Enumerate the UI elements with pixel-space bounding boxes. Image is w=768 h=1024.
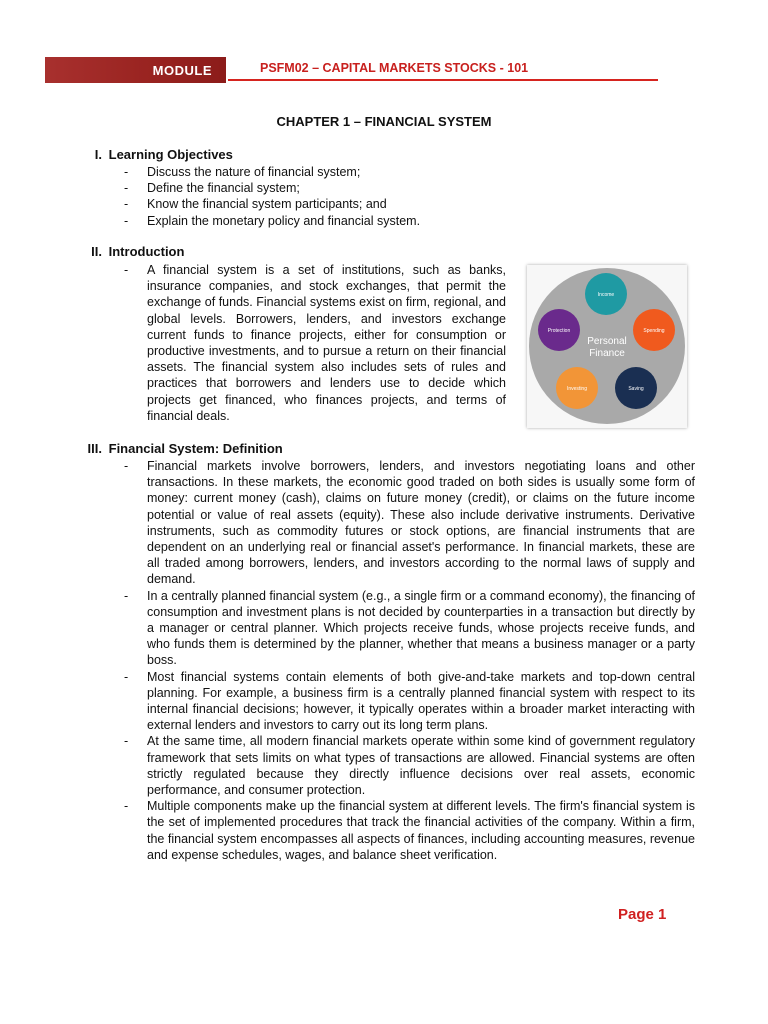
section-title: Financial System: Definition: [108, 441, 283, 456]
investing-label: Investing: [566, 386, 588, 392]
definition-list: [124, 458, 695, 863]
section-title: Introduction: [108, 244, 185, 259]
personal-finance-figure: [527, 265, 687, 428]
header-rule: [228, 79, 658, 81]
list-item: - Define the financial system;: [124, 180, 584, 196]
list-item: - Financial markets involve borrowers, lenders, and investors negotiating loans and other transactions. In these markets, the economic good traded on both sides is usually some form of money: current money (cash), claims on future money (credit), or claims on the future income potential or value of real assets (equity). These also include derivative instruments. Derivative instruments, such as commodity futures or stock options, are financial instruments that are dependent on an underlying real or financial asset's performance. In financial markets, these are all traded among borrowers, lenders, and investors according to the normal laws of supply and demand.: [124, 458, 695, 588]
list-item: - A financial system is a set of institutions, such as banks, insurance companies, and stock exchanges, that permit the exchange of funds. Financial systems exist on firm, regional, and global levels. Borrowers, lenders, and investors exchange current funds to finance projects, either for consumption or productive investments, and to pursue a return on their financial assets. The financial system also includes sets of rules and practices that borrowers and lenders use to decide which projects get financed, who finances projects, and terms of financial deals.: [124, 262, 506, 424]
protection-label: Protection: [547, 328, 571, 334]
objectives-list: [124, 164, 584, 229]
list-item: - Multiple components make up the financial system at different levels. The firm's financial system is the set of implemented procedures that track the financial activities of the company. Within a firm, the financial system encompasses all aspects of finances, including accounting measures, revenue and expense schedules, wages, and balance sheet verification.: [124, 798, 695, 863]
chapter-title: CHAPTER 1 – FINANCIAL SYSTEM: [276, 114, 492, 129]
section-number: I.: [94, 147, 102, 162]
section-title: Learning Objectives: [108, 147, 233, 162]
list-item: - Most financial systems contain elements of both give-and-take markets and top-down central planning. For example, a business firm is a centrally planned financial system with respect to its internal financial decisions; however, it typically operates within a broader market interacting with external lenders and investors to carry out its long term plans.: [124, 669, 695, 734]
list-item: - Discuss the nature of financial system;: [124, 164, 584, 180]
section-number: II.: [91, 244, 102, 259]
center-label-2: Finance: [589, 348, 625, 359]
page-number: Page 1: [618, 906, 667, 923]
saving-label: Saving: [628, 386, 644, 392]
section-heading: [78, 441, 283, 457]
personal-finance-diagram: [527, 265, 687, 428]
module-banner: [45, 57, 226, 83]
section-number: III.: [87, 441, 102, 456]
module-label: MODULE: [152, 62, 212, 78]
list-item: - Explain the monetary policy and financial system.: [124, 213, 584, 229]
list-item: - In a centrally planned financial system (e.g., a single firm or a command economy), the financing of consumption and investment plans is not decided by counterparties in a transaction but directly by a manager or central planner. Which projects receive funds, whose projects receive funds, and who funds them is determined by the planner, whether that means a business manager or a party boss.: [124, 588, 695, 669]
list-item: - Know the financial system participants; and: [124, 196, 584, 212]
center-label-1: Personal: [587, 336, 627, 347]
section-heading: [78, 147, 233, 163]
spending-label: Spending: [643, 328, 665, 334]
list-item: - At the same time, all modern financial markets operate within some kind of government regulatory framework that sets limits on what types of transactions are allowed. Financial systems are often strictly regulated because they directly influence decisions over real assets, economic performance, and consumer protection.: [124, 733, 695, 798]
course-title: PSFM02 – CAPITAL MARKETS STOCKS - 101: [260, 61, 529, 75]
section-heading: [78, 244, 184, 260]
introduction-list: [124, 262, 506, 424]
income-label: Income: [597, 292, 615, 298]
